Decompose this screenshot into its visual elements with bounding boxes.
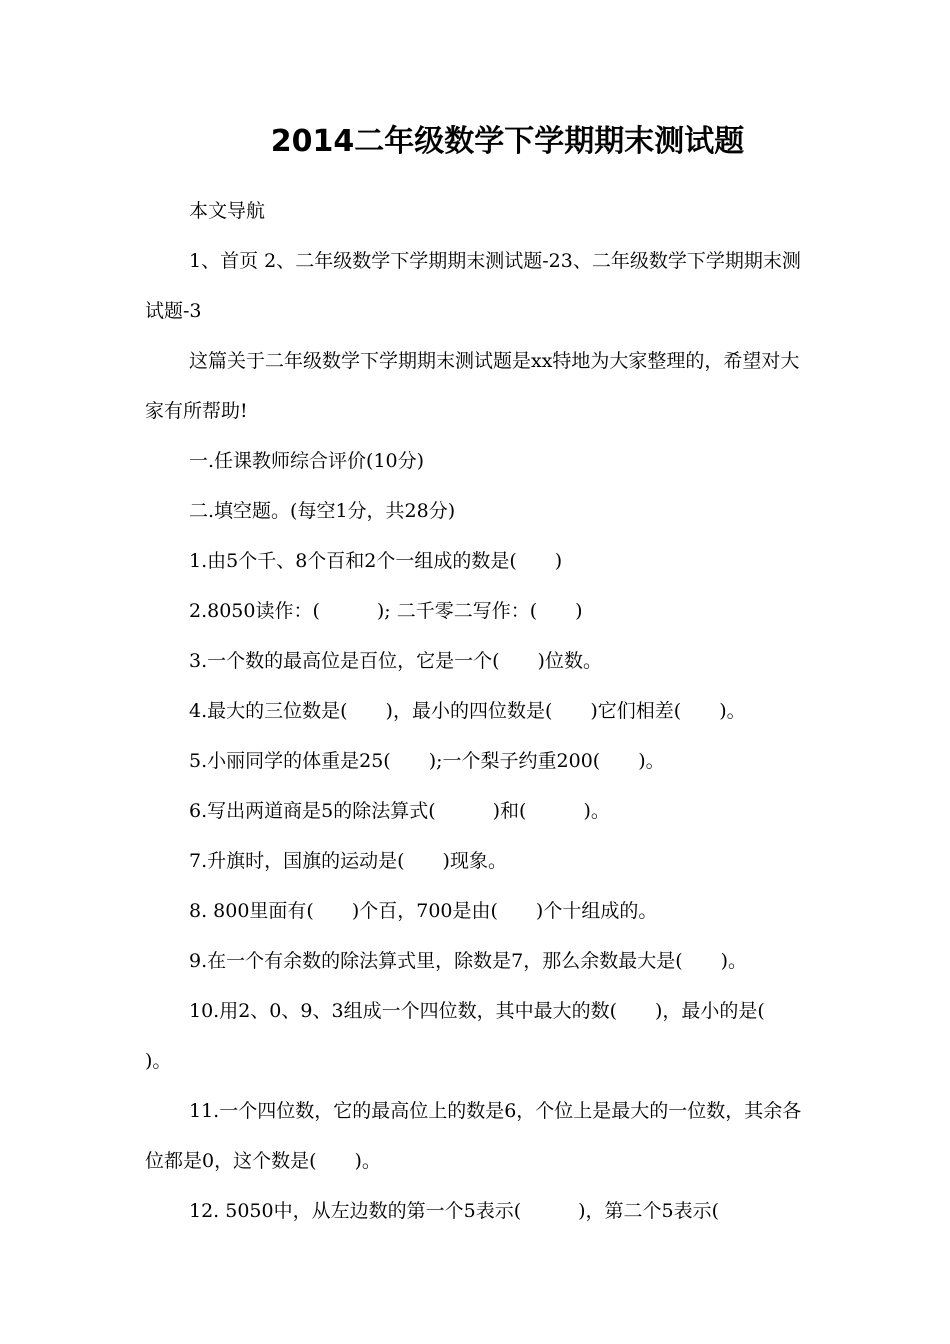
question-9: 9.在一个有余数的除法算式里，除数是7，那么余数最大是( )。 [189,950,748,972]
question-7: 7.升旗时，国旗的运动是( )现象。 [189,850,507,872]
question-12: 12. 5050中，从左边数的第一个5表示( )，第二个5表示( [189,1200,720,1222]
paragraph-nav-heading: 本文导航 [189,200,266,222]
question-8: 8. 800里面有( )个百，700是由( )个十组成的。 [189,900,658,922]
paragraph-section-one: 一.任课教师综合评价(10分) [189,450,425,472]
paragraph-nav-links: 1、首页 2、二年级数学下学期期末测试题-23、二年级数学下学期期末测试题-3 [145,250,801,322]
question-4: 4.最大的三位数是( )，最小的四位数是( )它们相差( )。 [189,700,746,722]
question-2: 2.8050读作：( ); 二千零二写作：( ) [189,600,583,622]
question-1: 1.由5个千、8个百和2个一组成的数是( ) [189,550,563,572]
document-body [145,186,815,1236]
paragraph-intro: 这篇关于二年级数学下学期期末测试题是xx特地为大家整理的，希望对大家有所帮助! [145,350,800,422]
question-10: 10.用2、0、9、3组成一个四位数，其中最大的数( )，最小的是( )。 [145,1000,803,1072]
question-6: 6.写出两道商是5的除法算式( )和( )。 [189,800,610,822]
question-5: 5.小丽同学的体重是25( );一个梨子约重200( )。 [189,750,665,772]
document-title: 2014二年级数学下学期期末测试题 [270,124,745,159]
question-11: 11.一个四位数，它的最高位上的数是6，个位上是最大的一位数，其余各位都是0，这个数是( )。 [145,1100,802,1172]
paragraph-section-two: 二.填空题。(每空1分，共28分) [189,500,456,522]
question-3: 3.一个数的最高位是百位，它是一个( )位数。 [189,650,602,672]
